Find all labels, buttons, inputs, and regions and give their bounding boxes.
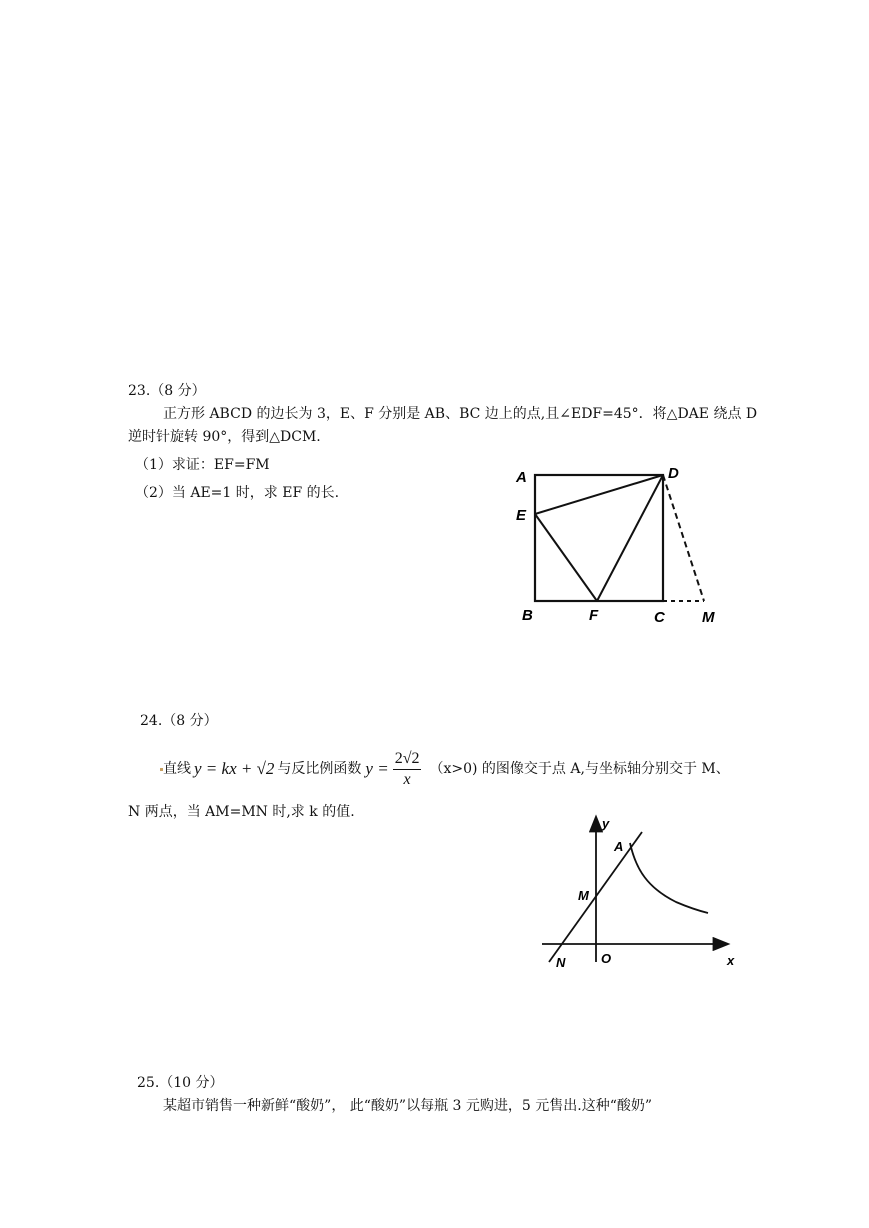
q24-lead: 直线 bbox=[163, 761, 191, 777]
q24-number: 24.（8 分） bbox=[140, 713, 218, 729]
q23-part2: （2）当 AE=1 时，求 EF 的长. bbox=[135, 485, 340, 501]
graph-label-o: O bbox=[601, 951, 612, 966]
q24-graph-figure bbox=[535, 808, 745, 973]
q25-number: 25.（10 分） bbox=[137, 1075, 224, 1091]
label-b: B bbox=[522, 607, 533, 624]
segment-df bbox=[597, 475, 663, 601]
segment-ef bbox=[535, 514, 597, 601]
q24-fraction-denominator: x bbox=[403, 770, 411, 788]
label-f: F bbox=[589, 607, 599, 624]
label-a: A bbox=[516, 469, 527, 486]
q24-mid: 与反比例函数 bbox=[277, 761, 362, 777]
q23-square-figure bbox=[505, 460, 745, 635]
q24-func-lhs: y = bbox=[365, 759, 389, 778]
q24-stem-line1 bbox=[163, 746, 730, 792]
q25-stem-line1: 某超市销售一种新鲜“酸奶”， 此“酸奶”以每瓶 3 元购进，5 元售出.这种“酸奶” bbox=[163, 1098, 653, 1114]
graph-label-a: A bbox=[614, 839, 624, 854]
hyperbola-curve bbox=[630, 843, 708, 913]
graph-label-y: y bbox=[602, 816, 610, 831]
q24-fraction-numerator: 2√2 bbox=[393, 749, 422, 770]
label-d: D bbox=[668, 465, 679, 482]
q24-stem-line2: N 两点，当 AM=MN 时,求 k 的值. bbox=[128, 804, 355, 820]
q23-stem-line1: 正方形 ABCD 的边长为 3，E、F 分别是 AB、BC 边上的点,且∠EDF=45°．将△DAE 绕点 D bbox=[163, 406, 758, 422]
segment-ed bbox=[535, 475, 663, 514]
q23-number: 23.（8 分） bbox=[128, 383, 206, 399]
graph-label-m: M bbox=[578, 888, 589, 903]
q23-stem-line2: 逆时针旋转 90°，得到△DCM. bbox=[128, 429, 321, 445]
graph-label-n: N bbox=[556, 955, 566, 970]
label-c: C bbox=[654, 609, 665, 626]
q24-line-equation: y = kx + √2 bbox=[194, 759, 275, 778]
label-e: E bbox=[516, 507, 527, 524]
label-m: M bbox=[702, 609, 715, 626]
q24-fraction bbox=[393, 749, 422, 790]
segment-dm-dashed bbox=[663, 475, 704, 601]
q24-tail: （x>0) 的图像交于点 A,与坐标轴分别交于 M、 bbox=[429, 761, 730, 777]
graph-label-x: x bbox=[727, 953, 735, 968]
q23-part1: （1）求证：EF=FM bbox=[135, 457, 270, 473]
